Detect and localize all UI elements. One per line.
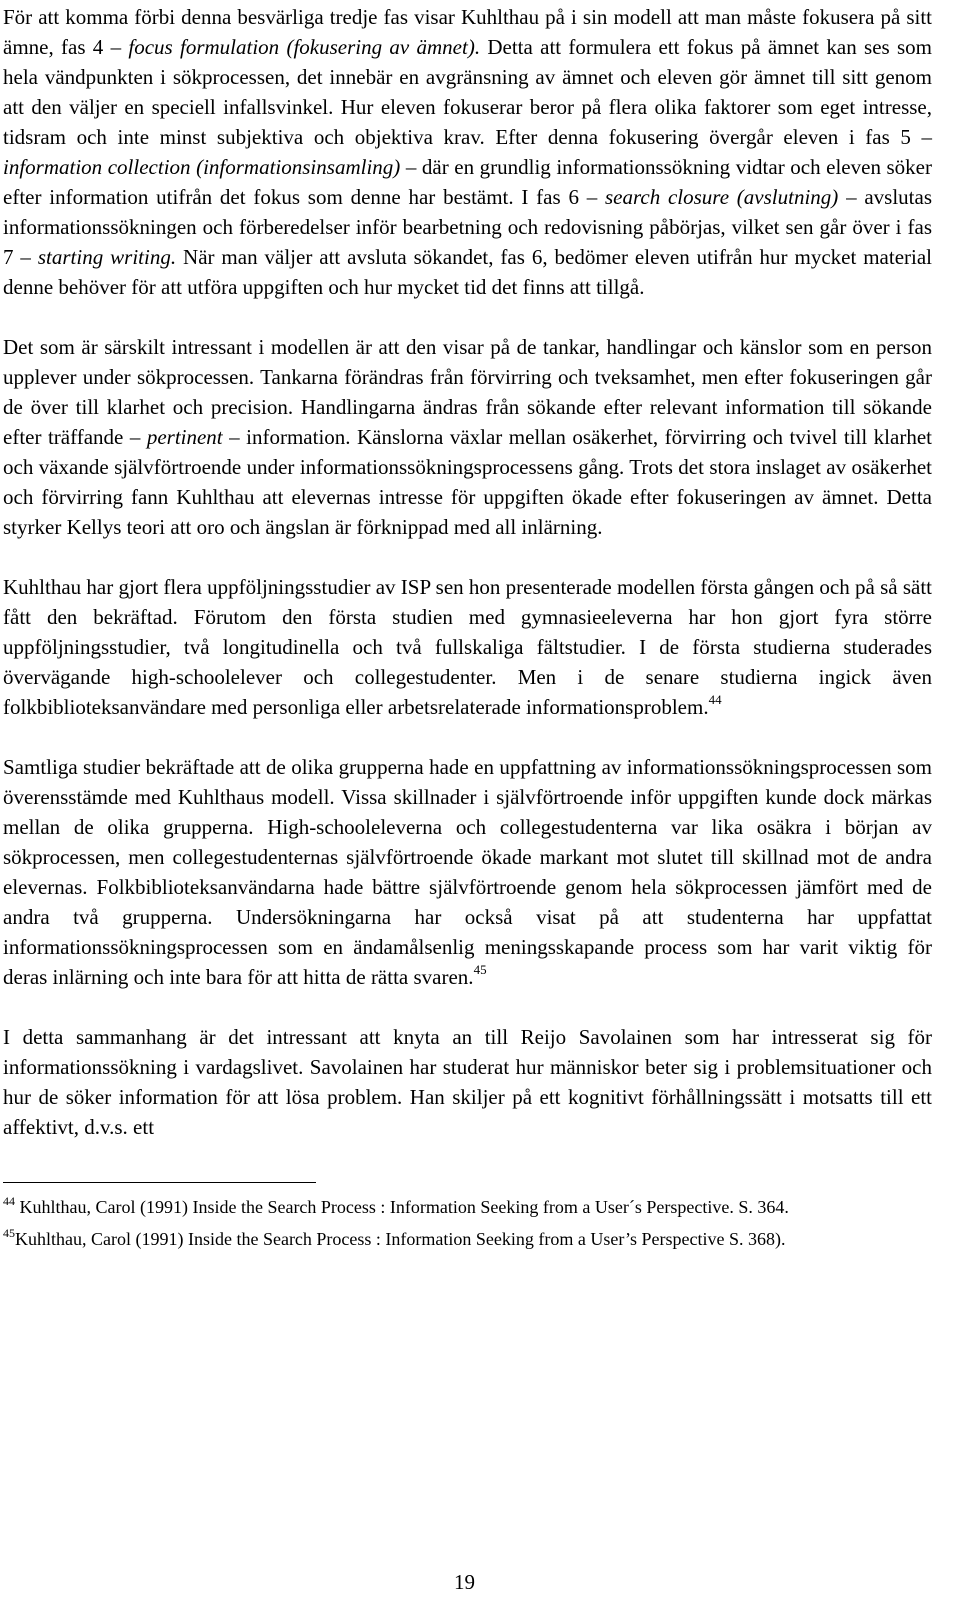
paragraph: [3, 332, 932, 542]
footnotes: [3, 1195, 932, 1251]
footnote: [3, 1195, 932, 1219]
text-segment: – där en grundlig informationssökning vidtar och eleven söker efter information utifrån det fokus som denne har bestämt. I fas 6 –: [3, 155, 932, 209]
page-number: 19: [454, 1570, 475, 1594]
paragraph: [3, 572, 932, 722]
paragraph: [3, 752, 932, 992]
text-segment: Kuhlthau har gjort flera uppföljningsstudier av ISP sen hon presenterade modellen första gången och på så sätt fått den bekräftad. Förutom den första studien med gymnasieeleverna har hon gjort fyra större uppföljningsstudier, två longitudinella och två fullskaliga fältstudier. I de första studierna studerades övervägande high-schoolelever och collegestudenter. Men i de senare studierna ingick även folkbiblioteksanvändare med personliga eller arbetsrelaterade informationsproblem.: [3, 575, 932, 719]
body-text: [3, 2, 932, 1142]
text-segment: – avslutas informationssökningen och förberedelser inför bearbetning och redovisning påbörjas, vilket sen går över i fas 7 –: [3, 185, 933, 269]
footnote-separator: [3, 1182, 316, 1183]
text-segment: Detta att formulera ett fokus på ämnet kan ses som hela vändpunkten i sökprocessen, det innebär en avgränsning av ämnet och eleven gör ämnet till sitt genom att den väljer en speciell infallsvinkel. Hur eleven fokuserar beror på flera olika faktorer som eget intresse, tidsram och inte minst subjektiva och objektiva krav. Efter denna fokusering övergår eleven i fas 5 –: [3, 35, 932, 149]
paragraph: [3, 2, 932, 302]
footnote-text: Kuhlthau, Carol (1991) Inside the Search Process : Information Seeking from a User´s Perspective. S. 364.: [15, 1197, 789, 1217]
document-page: [3, 2, 932, 1259]
italic-term: starting writing.: [37, 245, 177, 269]
paragraph: [3, 1022, 932, 1142]
italic-term: pertinent: [146, 425, 223, 449]
text-segment: I detta sammanhang är det intressant att knyta an till Reijo Savolainen som har intresserat sig för informationssökning i vardagslivet. Savolainen har studerat hur människor beter sig i problemsituationer och hur de söker information för att lösa problem. Han skiljer på ett kognitivt förhållningssätt i motsatts till ett affektivt, d.v.s. ett: [3, 1025, 932, 1139]
text-segment: För att komma förbi denna besvärliga tredje fas visar Kuhlthau på i sin modell att man måste fokusera på sitt ämne, fas 4 –: [3, 5, 932, 59]
footnote-reference: 44: [708, 692, 722, 707]
footnote-reference: 45: [473, 962, 487, 977]
footnote-text: Kuhlthau, Carol (1991) Inside the Search Process : Information Seeking from a User’s Perspective S. 368).: [15, 1229, 786, 1249]
text-segment: – information. Känslorna växlar mellan osäkerhet, förvirring och tvivel till klarhet och växande självförtroende under informationssökningsprocessens gång. Trots det stora inslaget av osäkerhet och förvirring fann Kuhlthau att elevernas intresse för uppgiften ökade efter fokuseringen av ämnet. Detta styrker Kellys teori att oro och ängslan är förknippad med all inlärning.: [3, 425, 932, 539]
text-segment: Det som är särskilt intressant i modellen är att den visar på de tankar, handlingar och känslor som en person upplever under sökprocessen. Tankarna förändras från förvirring och tveksamhet, men efter fokuseringen går de över till klarhet och precision. Handlingarna ändras från sökande efter relevant information till sökande efter träffande –: [3, 335, 932, 449]
text-segment: Samtliga studier bekräftade att de olika grupperna hade en uppfattning av informationssökningsprocessen som överensstämde med Kuhlthaus modell. Vissa skillnader i självförtroende inför uppgiften kunde dock märkas mellan de olika grupperna. High-schooleleverna och collegestudenterna var lika osäkra i början av sökprocessen, men collegestudenternas självförtroende ökade markant mot slutet till skillnad mot de andra elevernas. Folkbiblioteksanvändarna hade bättre självförtroende genom hela sökprocessen jämfört med de andra två grupperna. Undersökningarna har också visat på att studenterna har uppfattat informationssökningsprocessen som en ändamålsenlig meningsskapande process som har varit viktig för deras inlärning och inte bara för att hitta de rätta svaren.: [3, 755, 932, 989]
text-segment: När man väljer att avsluta sökandet, fas 6, bedömer eleven utifrån hur mycket material denne behöver för att utföra uppgiften och hur mycket tid det finns att tillgå.: [3, 245, 933, 299]
footnote-number: 44: [3, 1194, 15, 1208]
footnote-number: 45: [3, 1226, 15, 1240]
italic-term: focus formulation (fokusering av ämnet).: [128, 35, 481, 59]
italic-term: search closure (avslutning): [605, 185, 839, 209]
italic-term: information collection (informationsinsamling): [3, 155, 401, 179]
footnote: [3, 1227, 932, 1251]
